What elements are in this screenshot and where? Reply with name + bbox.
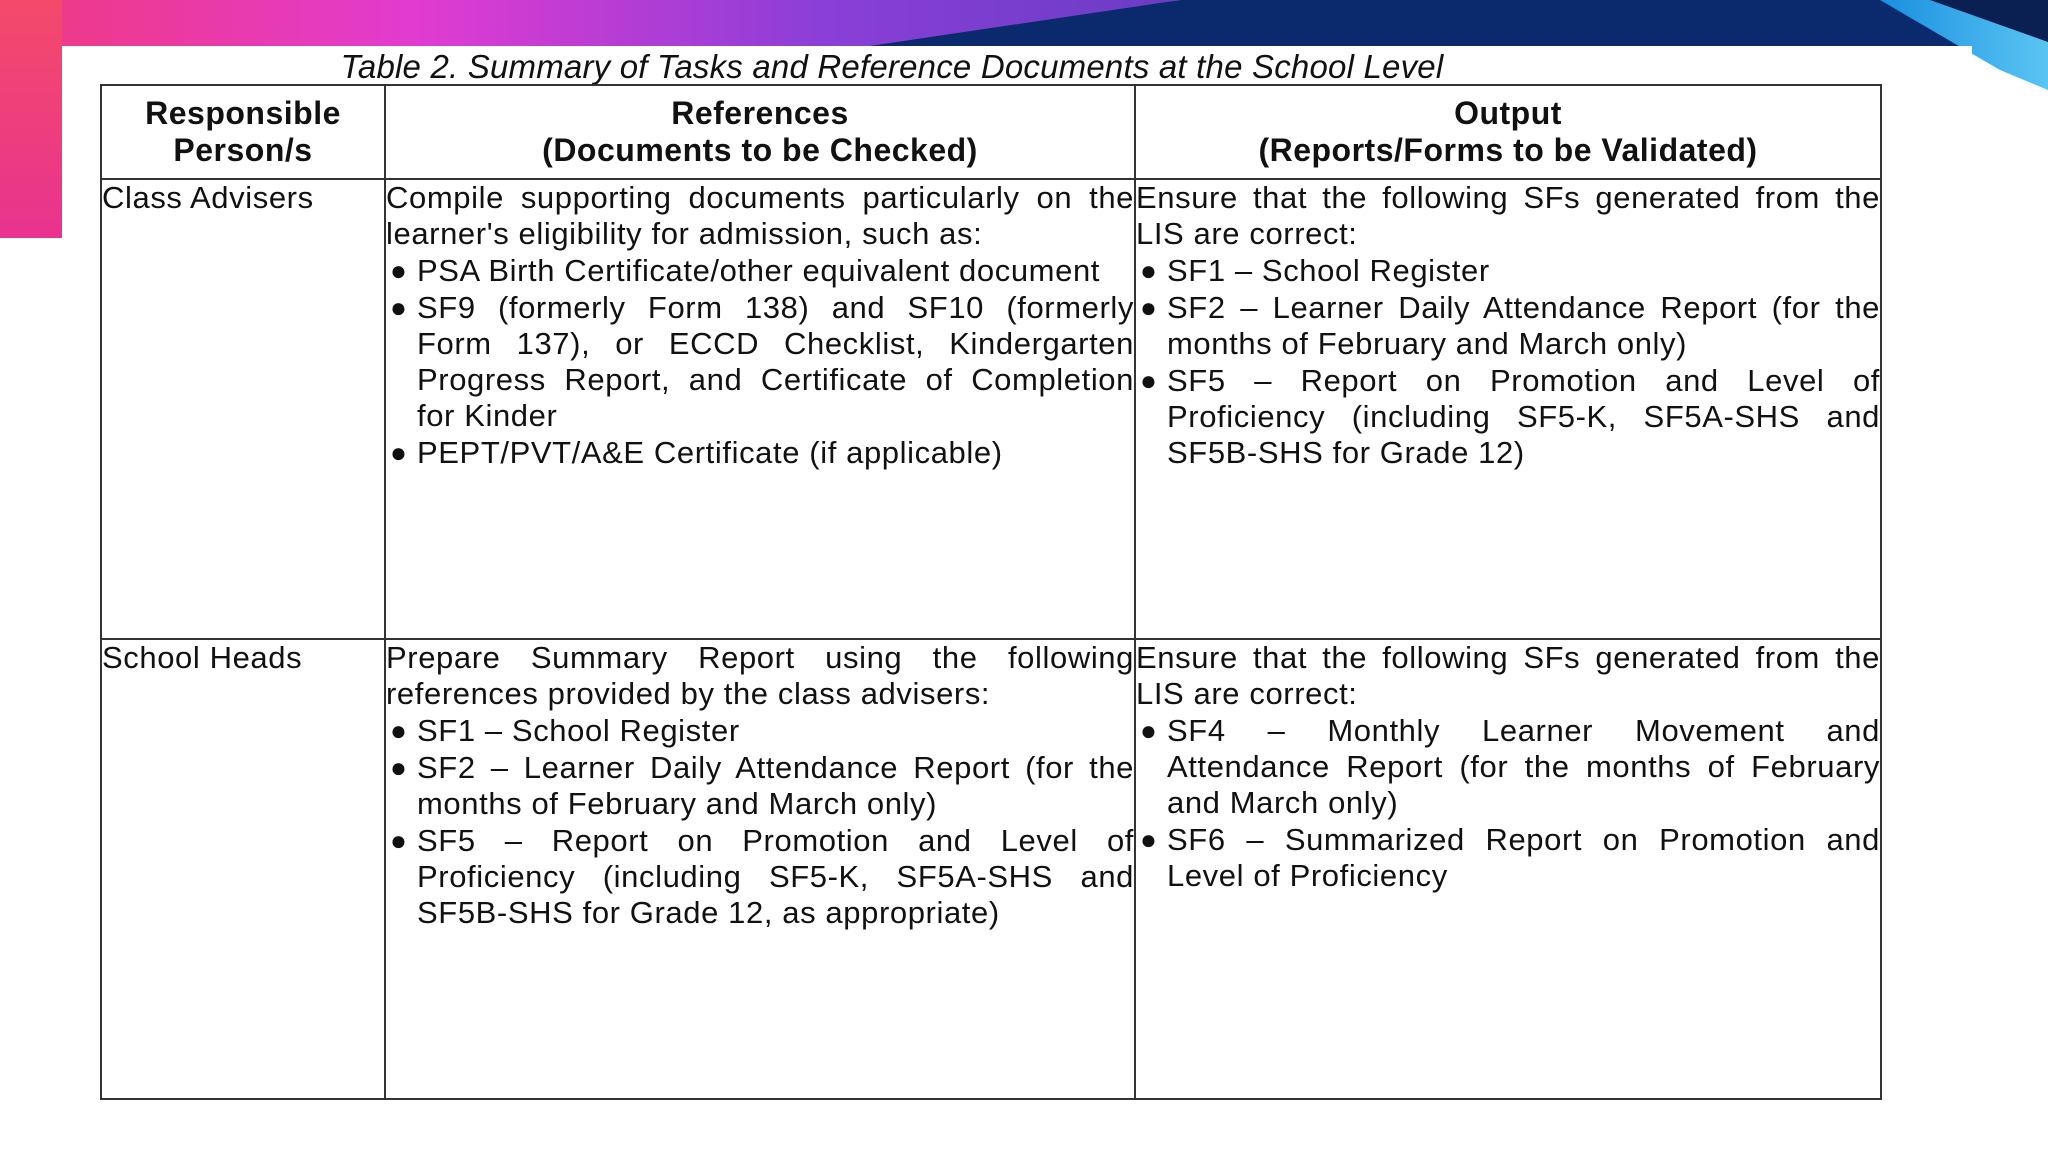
header-responsible-persons xyxy=(101,85,385,179)
bullet-icon: ● xyxy=(1140,255,1158,286)
list-item xyxy=(1136,713,1880,821)
references-cell xyxy=(385,639,1135,1099)
header-line: (Documents to be Checked) xyxy=(542,132,978,168)
table-row xyxy=(101,179,1881,639)
header-line: Person/s xyxy=(173,132,313,168)
references-intro: Compile supporting documents particularly on the learner's eligibility for admission, such as: xyxy=(386,180,1134,251)
table-row xyxy=(101,639,1881,1099)
list-item-text: SF1 – School Register xyxy=(1167,253,1490,288)
output-intro: Ensure that the following SFs generated from the LIS are correct: xyxy=(1136,180,1880,251)
bullet-icon: ● xyxy=(1140,824,1158,855)
bullet-icon: ● xyxy=(1140,715,1158,746)
table-header-row xyxy=(101,85,1881,179)
bullet-icon: ● xyxy=(390,752,408,783)
list-item xyxy=(1136,363,1880,471)
list-item xyxy=(386,713,1134,749)
list-item xyxy=(386,290,1134,434)
output-list xyxy=(1136,713,1880,894)
table-caption: Table 2. Summary of Tasks and Reference Documents at the School Level xyxy=(340,48,1444,85)
bullet-icon: ● xyxy=(1140,292,1158,323)
list-item xyxy=(386,750,1134,822)
left-red-band xyxy=(0,0,62,238)
bullet-icon: ● xyxy=(390,292,408,323)
header-references xyxy=(385,85,1135,179)
header-output xyxy=(1135,85,1881,179)
responsible-person-cell: Class Advisers xyxy=(101,179,385,639)
list-item xyxy=(1136,290,1880,362)
bullet-icon: ● xyxy=(1140,365,1158,396)
bullet-icon: ● xyxy=(390,715,408,746)
list-item-text: SF4 – Monthly Learner Movement and Attendance Report (for the months of February and March only) xyxy=(1167,713,1880,820)
list-item xyxy=(386,253,1134,289)
bullet-icon: ● xyxy=(390,437,408,468)
header-line: (Reports/Forms to be Validated) xyxy=(1258,132,1758,168)
list-item-text: SF2 – Learner Daily Attendance Report (for the months of February and March only) xyxy=(417,750,1134,821)
header-line: References xyxy=(671,95,849,131)
list-item-text: SF5 – Report on Promotion and Level of Proficiency (including SF5-K, SF5A-SHS and SF5B-SHS for Grade 12) xyxy=(1167,363,1880,470)
header-line: Output xyxy=(1454,95,1562,131)
list-item-text: SF5 – Report on Promotion and Level of Proficiency (including SF5-K, SF5A-SHS and SF5B-SHS for Grade 12, as appropriate) xyxy=(417,823,1134,930)
list-item-text: PSA Birth Certificate/other equivalent document xyxy=(417,253,1100,288)
summary-table xyxy=(100,84,1882,1100)
list-item-text: SF6 – Summarized Report on Promotion and Level of Proficiency xyxy=(1167,822,1880,893)
list-item xyxy=(386,435,1134,471)
output-intro: Ensure that the following SFs generated from the LIS are correct: xyxy=(1136,640,1880,711)
slide-content xyxy=(62,46,1972,1152)
list-item-text: SF9 (formerly Form 138) and SF10 (formerly Form 137), or ECCD Checklist, Kindergarten Progress Report, and Certificate of Completion for Kinder xyxy=(417,290,1134,433)
list-item-text: PEPT/PVT/A&E Certificate (if applicable) xyxy=(417,435,1003,470)
responsible-person-cell: School Heads xyxy=(101,639,385,1099)
output-cell xyxy=(1135,639,1881,1099)
list-item xyxy=(1136,253,1880,289)
list-item-text: SF1 – School Register xyxy=(417,713,740,748)
references-list xyxy=(386,713,1134,931)
references-cell xyxy=(385,179,1135,639)
references-list xyxy=(386,253,1134,471)
list-item xyxy=(386,823,1134,931)
references-intro: Prepare Summary Report using the following references provided by the class advisers: xyxy=(386,640,1134,711)
bullet-icon: ● xyxy=(390,825,408,856)
output-list xyxy=(1136,253,1880,471)
output-cell xyxy=(1135,179,1881,639)
bullet-icon: ● xyxy=(390,255,408,286)
list-item-text: SF2 – Learner Daily Attendance Report (for the months of February and March only) xyxy=(1167,290,1880,361)
header-line: Responsible xyxy=(145,95,341,131)
list-item xyxy=(1136,822,1880,894)
